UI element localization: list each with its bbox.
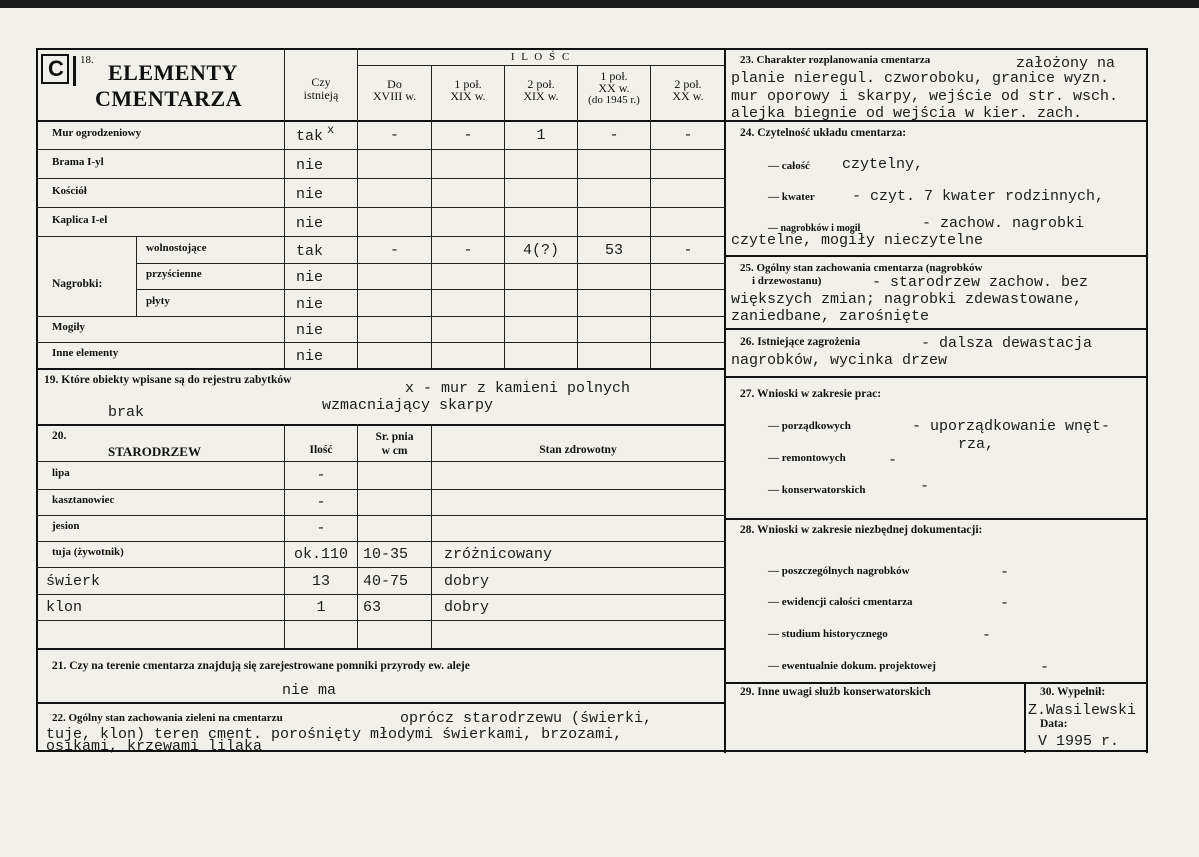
- catalog-card: [0, 8, 1199, 857]
- element-exists: tak: [296, 243, 324, 260]
- period-header-line2: XIX w.: [523, 89, 559, 103]
- element-count: -: [683, 242, 693, 259]
- s19-value3: brak: [108, 404, 145, 421]
- s27-porzadkowych-label: — porządkowych: [768, 420, 851, 432]
- period-header: [358, 78, 431, 102]
- s20-col-ilosc: Ilość: [309, 444, 333, 456]
- tree-health: zróżnicowany: [444, 546, 553, 563]
- section-letter-box: [41, 54, 69, 84]
- period-header: [651, 78, 725, 102]
- tree-ilosc: 13: [311, 573, 330, 590]
- s20-col-stan: Stan zdrowotny: [539, 444, 617, 456]
- czy-line2: istnieją: [303, 88, 339, 102]
- s27-label: 27. Wnioski w zakresie prac:: [740, 388, 882, 400]
- doc-item-label: — poszczególnych nagrobków: [768, 565, 910, 577]
- section-letter-shadow: [73, 56, 76, 86]
- s24-nagrobkow-value2: czytelne, mogiły nieczytelne: [731, 232, 984, 249]
- s23-value3: mur oporowy i skarpy, wejście od str. wsch.: [731, 88, 1119, 105]
- period-header-line2: XX w.: [598, 81, 630, 95]
- s30-date-value: V 1995 r.: [1038, 733, 1120, 750]
- tree-ilosc: -: [316, 520, 326, 537]
- s21-label: 21. Czy na terenie cmentarza znajdują się zarejestrowane pomniki przyrody ew. aleje: [52, 660, 470, 672]
- s27-konserwatorskich-label: — konserwatorskich: [768, 484, 866, 496]
- s29-label: 29. Inne uwagi służb konserwatorskich: [740, 686, 931, 698]
- s19-label: 19. Które obiekty wpisane są do rejestru zabytków: [44, 374, 292, 386]
- s24-kwater-label: — kwater: [768, 191, 815, 203]
- element-exists-mark: x: [327, 123, 335, 137]
- element-count: -: [609, 127, 619, 144]
- element-label: Inne elementy: [52, 347, 119, 359]
- s25-value3: zaniedbane, zarośnięte: [731, 308, 930, 325]
- tree-name: kasztanowiec: [52, 494, 115, 506]
- doc-item-value: -: [1040, 659, 1050, 676]
- element-label: Mogiły: [52, 321, 85, 333]
- period-header-line1: 2 poł.: [527, 77, 555, 91]
- s22-value2: tuje, klon) teren cment. porośnięty młodymi świerkami, brzozami,: [46, 726, 623, 743]
- s30-label: 30. Wypełnił:: [1040, 686, 1106, 698]
- tree-name: jesion: [52, 520, 80, 532]
- doc-item-label: — studium historycznego: [768, 628, 888, 640]
- period-header: [432, 78, 504, 102]
- period-header: [505, 78, 577, 102]
- doc-item-value: -: [982, 627, 992, 644]
- s23-value4: alejka biegnie od wejścia w kier. zach.: [731, 105, 1083, 122]
- s27-porzadkowych-value2: rza,: [958, 436, 995, 453]
- period-header-line1: 2 poł.: [674, 77, 702, 91]
- tree-ilosc: 1: [316, 599, 326, 616]
- s20-title: STARODRZEW: [108, 444, 201, 459]
- tree-ilosc: -: [316, 467, 326, 484]
- title-cmentarza: CMENTARZA: [95, 86, 243, 111]
- s30-date-label: Data:: [1040, 718, 1068, 730]
- section-letter: C: [48, 56, 64, 81]
- s19-value2: wzmacniający skarpy: [322, 397, 494, 414]
- s24-kwater-value: - czyt. 7 kwater rodzinnych,: [852, 188, 1105, 205]
- czy-line1: Czy: [311, 75, 331, 89]
- ilosc-header: I L O Ś C: [510, 51, 572, 63]
- s30-name: Z.Wasilewski: [1028, 702, 1137, 719]
- element-label: przyścienne: [146, 268, 202, 280]
- s22-value3: osikami, krzewami lilaka: [46, 738, 263, 755]
- tree-diameter: 40-75: [363, 573, 409, 590]
- element-exists: nie: [296, 186, 324, 203]
- nagrobki-label: Nagrobki:: [52, 278, 103, 290]
- s23-label: 23. Charakter rozplanowania cmentarza: [740, 54, 931, 66]
- element-exists: nie: [296, 322, 324, 339]
- period-header-line2: XX w.: [672, 89, 704, 103]
- period-header-line2: XVIII w.: [372, 89, 417, 103]
- tree-name: świerk: [46, 573, 101, 590]
- tree-diameter: 10-35: [363, 546, 409, 563]
- s24-label: 24. Czytelność układu cmentarza:: [740, 127, 907, 139]
- element-count: -: [683, 127, 693, 144]
- s22-label: 22. Ogólny stan zachowania zieleni na cmentarzu: [52, 712, 283, 724]
- period-header: [578, 70, 650, 106]
- s20-col-sr: [358, 430, 431, 458]
- period-header-line1: 1 poł.: [454, 77, 482, 91]
- s23-value1: założony na: [1016, 55, 1116, 72]
- czy-istnieja-header: [285, 76, 357, 102]
- tree-name: lipa: [52, 467, 70, 479]
- tree-ilosc: -: [316, 494, 326, 511]
- s27-remontowych-value: -: [888, 452, 898, 469]
- tree-name: klon: [46, 599, 83, 616]
- doc-item-value: -: [1000, 564, 1010, 581]
- element-exists: nie: [296, 269, 324, 286]
- doc-item-value: -: [1000, 595, 1010, 612]
- element-label: Kościół: [52, 185, 87, 197]
- element-count: -: [389, 242, 399, 259]
- element-exists: nie: [296, 348, 324, 365]
- element-count: -: [389, 127, 399, 144]
- doc-item-label: — ewentualnie dokum. projektowej: [768, 660, 936, 672]
- s20-number: 20.: [52, 430, 67, 442]
- element-exists: tak: [296, 128, 324, 145]
- tree-health: dobry: [444, 599, 490, 616]
- period-header-line3: (do 1945 r.): [588, 94, 640, 106]
- s25-value1: - starodrzew zachow. bez: [872, 274, 1089, 291]
- s26-value2: nagrobków, wycinka drzew: [731, 352, 948, 369]
- s25-label2: i drzewostanu): [752, 275, 822, 287]
- element-label: Kaplica I-el: [52, 214, 108, 226]
- s26-value1: - dalsza dewastacja: [921, 335, 1093, 352]
- doc-item-label: — ewidencji całości cmentarza: [768, 596, 913, 608]
- s27-remontowych-label: — remontowych: [768, 452, 846, 464]
- element-count: -: [463, 127, 473, 144]
- s25-value2: większych zmian; nagrobki zdewastowane,: [731, 291, 1083, 308]
- element-count: 1: [536, 127, 546, 144]
- period-header-line2: XIX w.: [450, 89, 486, 103]
- s22-value1: oprócz starodrzewu (świerki,: [400, 710, 653, 727]
- title-elementy: ELEMENTY: [108, 60, 238, 85]
- element-exists: nie: [296, 296, 324, 313]
- period-header-line1: Do: [387, 77, 402, 91]
- period-header-line1: 1 poł.: [600, 69, 628, 83]
- s24-nagrobkow-label: — nagrobków i mogił: [768, 223, 861, 234]
- s27-porzadkowych-value1: - uporządkowanie wnęt-: [912, 418, 1111, 435]
- s24-calosc-value: czytelny,: [842, 156, 924, 173]
- s23-value2: planie nieregul. czworoboku, granice wyzn.: [731, 70, 1110, 87]
- s21-value: nie ma: [282, 682, 337, 699]
- element-label: Mur ogrodzeniowy: [52, 127, 142, 139]
- s27-konserwatorskich-value: -: [920, 478, 930, 495]
- s24-nagrobkow-value: - zachow. nagrobki: [922, 215, 1085, 232]
- tree-ilosc: ok.110: [293, 546, 348, 563]
- element-exists: nie: [296, 215, 324, 232]
- s19-value1: x - mur z kamieni polnych: [405, 380, 631, 397]
- tree-diameter: 63: [363, 599, 382, 616]
- s26-label: 26. Istniejące zagrożenia: [740, 336, 861, 348]
- s25-label1: 25. Ogólny stan zachowania cmentarza (nagrobków: [740, 262, 983, 274]
- s20-col-sr-line1: Sr. pnia: [375, 431, 414, 443]
- tree-name: tuja (żywotnik): [52, 546, 124, 558]
- element-label: płyty: [146, 295, 170, 307]
- element-label: wolnostojące: [146, 242, 207, 254]
- element-label: Brama I-yl: [52, 156, 104, 168]
- s24-calosc-label: — całość: [768, 160, 810, 172]
- element-exists: nie: [296, 157, 324, 174]
- section-18-number: 18.: [80, 54, 94, 66]
- s28-label: 28. Wnioski w zakresie niezbędnej dokumentacji:: [740, 524, 983, 536]
- s20-col-sr-line2: w cm: [381, 445, 408, 457]
- element-count: -: [463, 242, 473, 259]
- tree-health: dobry: [444, 573, 490, 590]
- element-count: 53: [604, 242, 623, 259]
- element-count: 4(?): [522, 242, 559, 259]
